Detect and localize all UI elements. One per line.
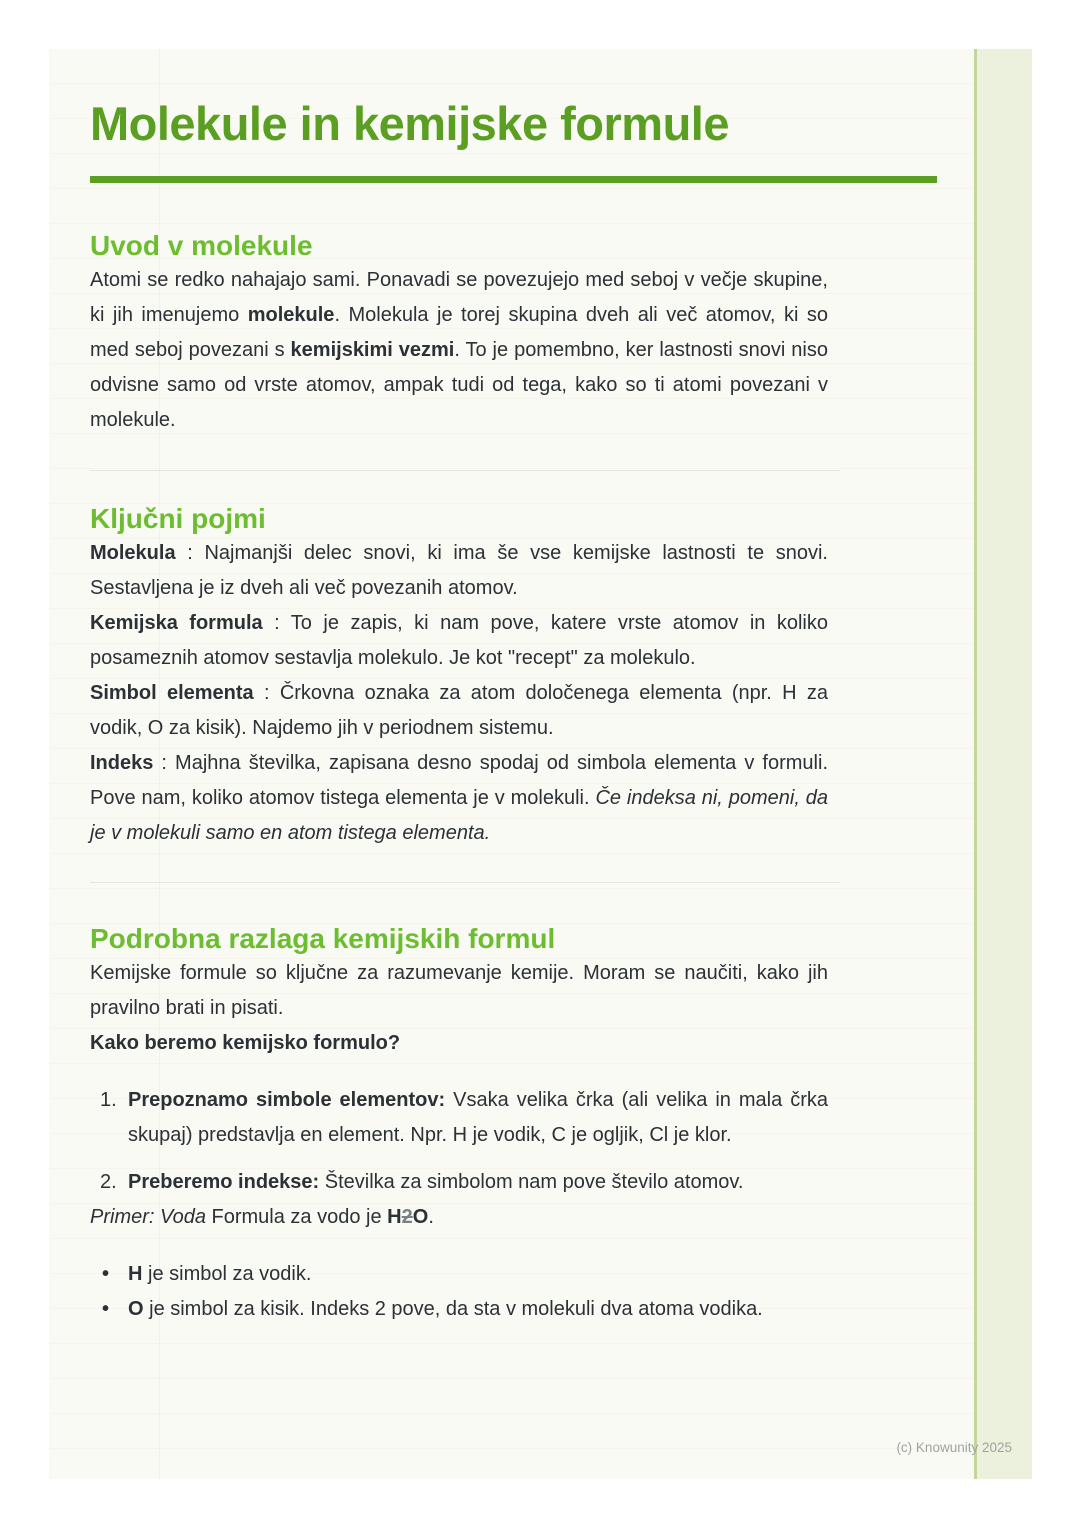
section-heading-uvod: Uvod v molekule: [90, 230, 313, 261]
example-line: Primer: Voda Formula za vodo je H2O.: [90, 1206, 434, 1228]
term-molekula: Molekula : Najmanjši delec snovi, ki ima še vse kemijske lastnosti te snovi. Sestavljena je iz dveh ali več povezanih atomov.: [90, 542, 828, 599]
term-kemijska-formula: Kemijska formula : To je zapis, ki nam pove, katere vrste atomov in koliko posameznih atomov sestavlja molekulo. Je kot "recept" za molekulo.: [90, 612, 829, 669]
section-divider: [90, 882, 840, 883]
list-item-text: Preberemo indekse: Številka za simbolom nam pove število atomov.: [128, 1171, 744, 1193]
section-heading-kljucni-pojmi: Ključni pojmi: [90, 503, 266, 534]
detail-subheading: Kako beremo kemijsko formulo?: [90, 1032, 401, 1054]
intro-paragraph: Atomi se redko nahajajo sami. Ponavadi se povezujejo med seboj v večje skupine, ki jih imenujemo molekule. Molekula je torej skupina dveh ali več atomov, ki so med seboj povezani s kemijskimi vezmi. To je pomembno, ker lastnosti snovi niso odvisne samo od vrste atomov, ampak tudi od tega, kako so ti atomi povezani v molekule.: [90, 269, 829, 431]
term-indeks: Indeks : Majhna številka, zapisana desno spodaj od simbola elementa v formuli. Pove nam, koliko atomov tistega elementa je v molekuli. Če indeksa ni, pomeni, da je v molekuli samo en atom tistega elementa.: [90, 752, 829, 844]
page-content: [90, 49, 1032, 1327]
list-item: [90, 1083, 828, 1153]
list-item-text: O je simbol za kisik. Indeks 2 pove, da sta v molekuli dva atoma vodika.: [128, 1298, 763, 1320]
list-item: [90, 1292, 828, 1327]
list-item-text: Prepoznamo simbole elementov: Vsaka velika črka (ali velika in mala črka skupaj) predstavlja en element. Npr. H je vodik, C je ogljik, Cl je klor.: [128, 1089, 829, 1146]
list-item: [90, 1257, 828, 1292]
reading-steps-list: [90, 1083, 828, 1200]
watermark: (c) Knowunity 2025: [896, 1440, 1012, 1455]
term-simbol-elementa: Simbol elementa : Črkovna oznaka za atom določenega elementa (npr. H za vodik, O za kisik). Najdemo jih v periodnem sistemu.: [90, 682, 828, 739]
symbol-bullet-list: [90, 1257, 828, 1327]
section-heading-podrobna-razlaga: Podrobna razlaga kemijskih formul: [90, 923, 556, 954]
list-number: 2.: [100, 1171, 117, 1193]
page-title: Molekule in kemijske formule: [90, 97, 729, 150]
list-number: 1.: [100, 1089, 117, 1111]
detail-intro-paragraph: Kemijske formule so ključne za razumevanje kemije. Moram se naučiti, kako jih pravilno brati in pisati.: [90, 962, 828, 1019]
section-divider: [90, 470, 840, 471]
list-item-text: H je simbol za vodik.: [128, 1263, 312, 1285]
list-item: [90, 1165, 828, 1200]
title-underline: [90, 176, 937, 183]
page-edge-stripe: [974, 49, 1032, 1479]
document-page: [49, 49, 1032, 1479]
